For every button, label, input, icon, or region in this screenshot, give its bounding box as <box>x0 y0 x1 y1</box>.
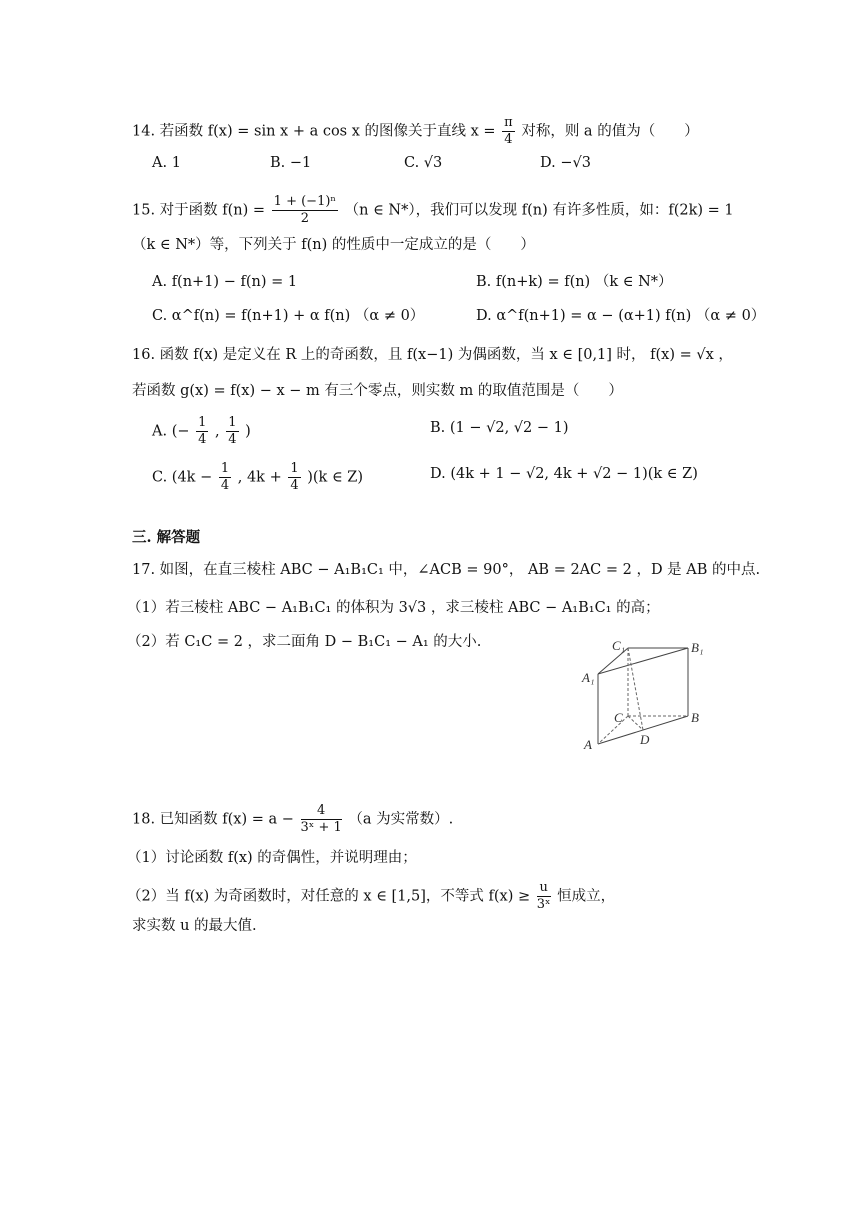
q16-option-a-frac1 <box>196 415 208 448</box>
q18-part2-c: 求实数 u 的最大值. <box>132 918 257 934</box>
q15-stem-b: （n ∈ N*），我们可以发现 f(n) 有许多性质，如：f(2k) = 1 <box>344 202 734 219</box>
q15-stem-a: 15. 对于函数 f(n) = <box>132 202 266 219</box>
q17-part1: （1）若三棱柱 ABC − A₁B₁C₁ 的体积为 3√3 ，求三棱柱 ABC − A₁B₁C₁ 的高； <box>127 600 660 616</box>
frac-den: 4 <box>220 478 230 493</box>
prism-figure <box>576 636 716 756</box>
q16-option-b: B. (1 − √2, √2 − 1) <box>430 420 569 436</box>
q16-option-d: D. (4k + 1 − √2, 4k + √2 − 1)(k ∈ Z) <box>430 466 698 482</box>
q17-stem: 17. 如图，在直三棱柱 ABC − A₁B₁C₁ 中，∠ACB = 90°， AB = 2AC = 2 ，D 是 AB 的中点. <box>132 562 761 578</box>
q16-option-c-frac2 <box>288 461 300 494</box>
q18-part2 <box>127 880 615 913</box>
q18-part2-frac-den: 3ˣ <box>536 897 551 912</box>
label-c1: C₁ <box>612 638 626 653</box>
q14-option-d: D. −√3 <box>540 155 591 171</box>
frac-den: 4 <box>228 432 237 447</box>
q16-stem-b: 若函数 g(x) = f(x) − x − m 有三个零点，则实数 m 的取值范围是（ ） <box>132 383 623 399</box>
q18-part2-frac-num: u <box>537 880 551 897</box>
frac-num: 1 <box>290 461 299 476</box>
q16-option-a-pre: A. (− <box>152 423 190 440</box>
q14-frac-den: 4 <box>504 132 513 147</box>
q14-stem <box>132 115 699 148</box>
q14-stem-b: 对称，则 a 的值为（ ） <box>521 123 699 140</box>
q15-option-b: B. f(n+k) = f(n) （k ∈ N*） <box>476 274 673 290</box>
q15-stem-c: （k ∈ N*）等，下列关于 f(n) 的性质中一定成立的是（ ） <box>132 237 535 253</box>
label-c: C <box>614 710 623 725</box>
q15-frac-num: 1 + (−1)ⁿ <box>273 194 337 209</box>
q16-option-c <box>152 461 363 494</box>
q14-fraction <box>502 115 515 148</box>
q16-stem-a: 16. 函数 f(x) 是定义在 R 上的奇函数，且 f(x−1) 为偶函数，当 x ∈ [0,1] 时， f(x) = √x ， <box>132 347 733 363</box>
frac-den: 4 <box>198 432 207 447</box>
q15-fraction <box>272 194 338 227</box>
label-a: A <box>584 737 592 752</box>
q14-option-a: A. 1 <box>152 155 181 171</box>
q16-option-a-mid: , <box>215 423 220 440</box>
q14-option-c: C. √3 <box>404 155 443 171</box>
q16-option-a <box>152 415 251 448</box>
q18-part2-fraction <box>537 880 551 913</box>
q18-fraction <box>301 803 342 836</box>
frac-num: 1 <box>228 415 237 430</box>
q16-option-a-frac2 <box>226 415 238 448</box>
q18-stem <box>132 803 453 836</box>
frac-num: 1 <box>198 415 207 430</box>
q15-option-c: C. α^f(n) = f(n+1) + α f(n) （α ≠ 0） <box>152 308 425 324</box>
q18-part1: （1）讨论函数 f(x) 的奇偶性，并说明理由； <box>127 850 417 866</box>
q15-frac-den: 2 <box>300 211 309 226</box>
label-b: B <box>691 710 699 725</box>
q16-option-c-post: )(k ∈ Z) <box>307 469 364 486</box>
q14-frac-num: π <box>504 115 513 130</box>
q17-part2: （2）若 C₁C = 2 ，求二面角 D − B₁C₁ − A₁ 的大小. <box>127 634 482 650</box>
q18-part2-b: 恒成立， <box>557 888 616 905</box>
q16-option-c-mid: , 4k + <box>237 469 282 486</box>
q16-option-c-frac1 <box>219 461 231 494</box>
label-a1: A₁ <box>582 670 595 685</box>
q14-stem-a: 14. 若函数 f(x) = sin x + a cos x 的图像关于直线 x = <box>132 123 496 140</box>
q18-frac-num: 4 <box>301 803 342 820</box>
frac-num: 1 <box>220 461 230 476</box>
label-d: D <box>640 732 650 747</box>
q15-option-d: D. α^f(n+1) = α − (α+1) f(n) （α ≠ 0） <box>476 308 766 324</box>
q16-option-c-pre: C. (4k − <box>152 469 213 486</box>
q18-part2-a: （2）当 f(x) 为奇函数时，对任意的 x ∈ [1,5]，不等式 f(x) ≥ <box>127 888 531 905</box>
frac-den: 4 <box>290 478 299 493</box>
q18-stem-b: （a 为实常数）. <box>348 811 454 828</box>
q14-option-b: B. −1 <box>270 155 312 171</box>
q18-frac-den: 3ˣ + 1 <box>300 820 342 835</box>
label-b1: B₁ <box>691 640 704 655</box>
q16-option-a-post: ) <box>245 423 251 440</box>
q18-stem-a: 18. 已知函数 f(x) = a − <box>132 811 294 828</box>
section-heading: 三. 解答题 <box>132 529 201 546</box>
q15-stem <box>132 194 734 227</box>
q15-option-a: A. f(n+1) − f(n) = 1 <box>152 274 298 290</box>
